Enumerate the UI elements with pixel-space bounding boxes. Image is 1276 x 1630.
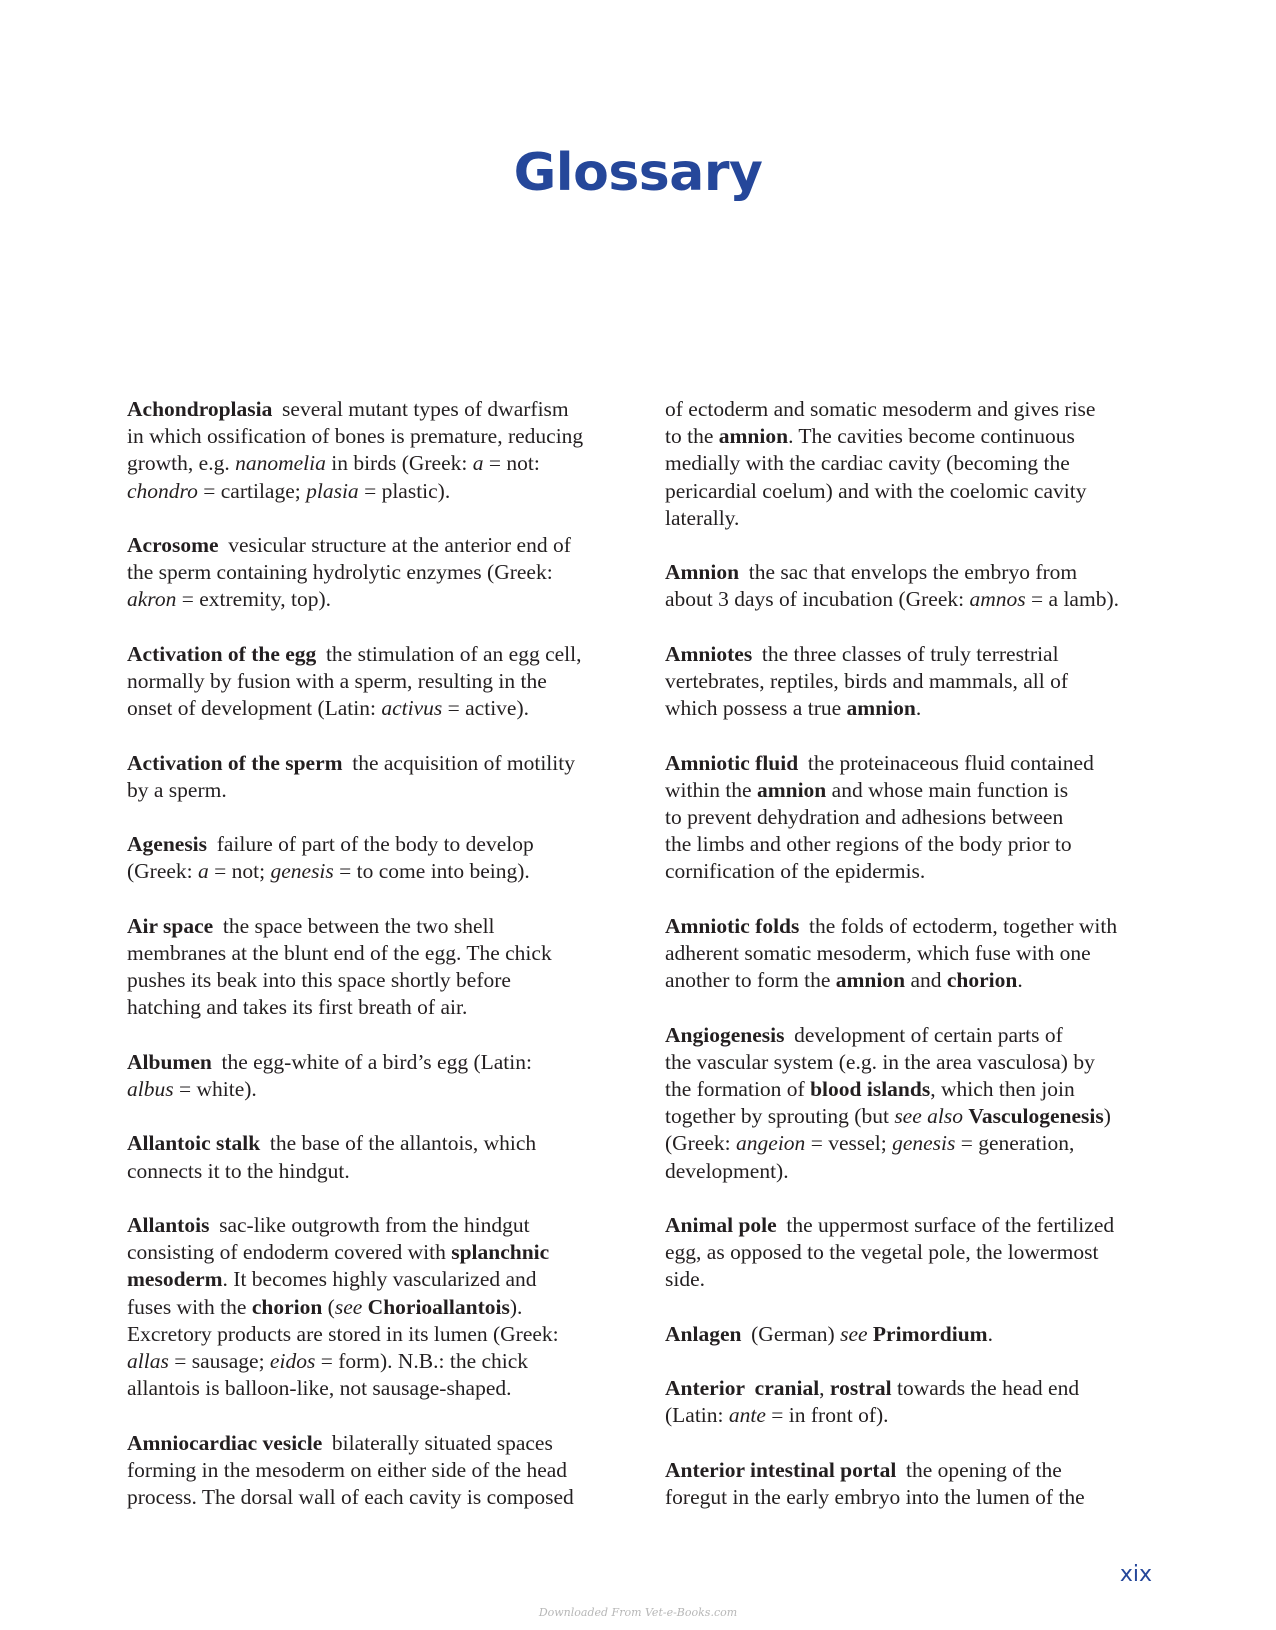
definition-text: = in front of). <box>765 1403 889 1428</box>
entry-line <box>127 559 627 586</box>
definition-text: . <box>1017 968 1023 993</box>
definition-text: (Greek: <box>127 859 199 884</box>
definition-text: normally by fusion with a sperm, resulting in the <box>127 669 547 693</box>
glossary-term: Amniotic folds <box>665 913 800 938</box>
entry-line <box>127 777 627 804</box>
glossary-term: Agenesis <box>127 832 208 857</box>
emphasized-text: allas <box>127 1348 169 1373</box>
definition-text: the three classes of truly terrestrial <box>761 641 1059 666</box>
definition-text: onset of development (Latin: <box>127 696 382 721</box>
cross-reference-term: splanchnic <box>451 1240 550 1265</box>
glossary-term: Amniotic fluid <box>665 750 799 775</box>
definition-text: another to form the <box>665 968 836 993</box>
definition-text: , which then join <box>930 1077 1075 1101</box>
definition-text: fuses with the <box>127 1294 252 1319</box>
entry-line <box>665 559 1165 586</box>
glossary-term: Anterior intestinal portal <box>665 1457 897 1482</box>
definition-text: failure of part of the body to develop <box>216 832 534 857</box>
glossary-term: Allantoic stalk <box>127 1131 261 1156</box>
definition-text: laterally. <box>665 505 740 530</box>
definition-text: development of certain parts of <box>794 1022 1063 1047</box>
definition-text: sac-like outgrowth from the hindgut <box>219 1212 530 1237</box>
cross-reference-term: cranial <box>754 1376 820 1401</box>
cross-reference-term: Chorioallantois <box>367 1294 510 1319</box>
definition-text: ) <box>1103 1104 1111 1129</box>
glossary-column-left <box>127 396 627 1538</box>
entry-line <box>127 396 627 423</box>
definition-text: to prevent dehydration and adhesions between <box>665 805 1064 829</box>
cross-reference-term: Primordium <box>872 1321 988 1346</box>
definition-text: adherent somatic mesoderm, which fuse with one <box>665 941 1091 965</box>
entry-line <box>665 695 1165 722</box>
cross-reference-term: chorion <box>946 968 1018 993</box>
entry-line <box>665 505 1165 532</box>
definition-text: vertebrates, reptiles, birds and mammals, all of <box>665 669 1068 693</box>
definition-text: the space between the two shell <box>222 913 495 938</box>
definition-text: and whose main function is <box>826 777 1069 802</box>
entry-line <box>665 1076 1165 1103</box>
entry-line <box>665 1049 1165 1076</box>
emphasized-text: nanomelia <box>235 451 326 476</box>
definition-text: the proteinaceous fluid contained <box>807 750 1094 775</box>
entry-line <box>665 396 1165 423</box>
definition-text: = not: <box>483 451 540 476</box>
definition-text: of ectoderm and somatic mesoderm and gives rise <box>665 397 1096 421</box>
emphasized-text: eidos <box>269 1348 316 1373</box>
definition-text: connects it to the hindgut. <box>127 1158 350 1183</box>
entry-line <box>665 1402 1165 1429</box>
glossary-term: Albumen <box>127 1049 212 1074</box>
glossary-entry <box>127 641 627 723</box>
definition-text: the limbs and other regions of the body prior to <box>665 832 1072 857</box>
entry-line <box>665 1266 1165 1293</box>
definition-text: . It becomes highly vascularized and <box>222 1267 537 1292</box>
definition-text: = form). N.B.: the chick <box>315 1348 529 1373</box>
definition-text: , <box>819 1376 830 1401</box>
definition-text: medially with the cardiac cavity (becoming the <box>665 451 1070 476</box>
glossary-term: Amnion <box>665 560 740 585</box>
entry-line <box>665 668 1165 695</box>
glossary-entry <box>665 1375 1165 1429</box>
entry-line <box>127 1158 627 1185</box>
emphasized-text: see also <box>894 1104 963 1129</box>
entry-line <box>665 641 1165 668</box>
definition-text: ( <box>322 1294 335 1319</box>
glossary-entry <box>127 1130 627 1184</box>
entry-line <box>665 1484 1165 1511</box>
entry-line <box>665 1158 1165 1185</box>
entry-line <box>665 450 1165 477</box>
entry-line <box>127 1076 627 1103</box>
glossary-entry <box>127 1049 627 1103</box>
definition-text: the sperm containing hydrolytic enzymes (Greek: <box>127 560 553 585</box>
definition-text: growth, e.g. <box>127 451 236 476</box>
emphasized-text: angeion <box>736 1131 806 1156</box>
entry-line <box>127 1484 627 1511</box>
definition-text: about 3 days of incubation (Greek: <box>665 587 970 612</box>
entry-line <box>127 1239 627 1266</box>
definition-text: = to come into being). <box>333 859 530 884</box>
entry-line <box>127 940 627 967</box>
entry-line <box>127 450 627 477</box>
definition-text: by a sperm. <box>127 777 227 802</box>
definition-text: the vascular system (e.g. in the area vasculosa) by <box>665 1049 1095 1074</box>
watermark: Downloaded From Vet-e-Books.com <box>538 1606 738 1619</box>
glossary-entry <box>665 641 1165 723</box>
glossary-column-right <box>665 396 1165 1538</box>
entry-line <box>127 858 627 885</box>
entry-line <box>127 1321 627 1348</box>
definition-text: = extremity, top). <box>176 587 332 612</box>
emphasized-text: see <box>840 1321 868 1346</box>
definition-text: (Latin: <box>665 1403 729 1428</box>
definition-text: = plastic). <box>358 478 451 503</box>
emphasized-text: a <box>198 859 209 884</box>
entry-line <box>127 668 627 695</box>
cross-reference-term: chorion <box>251 1294 323 1319</box>
glossary-term: Achondroplasia <box>127 397 273 421</box>
emphasized-text: akron <box>127 587 177 612</box>
entry-line <box>127 478 627 505</box>
glossary-term: Activation of the sperm <box>127 750 343 775</box>
definition-text: = cartilage; <box>197 478 307 503</box>
entry-line <box>127 1049 627 1076</box>
emphasized-text: amnos <box>969 587 1026 612</box>
definition-text: = active). <box>442 696 530 721</box>
entry-line <box>127 1294 627 1321</box>
entry-line <box>127 831 627 858</box>
entry-line <box>127 750 627 777</box>
definition-text: membranes at the blunt end of the egg. The chick <box>127 940 552 965</box>
entry-line <box>665 750 1165 777</box>
glossary-term: Activation of the egg <box>127 641 317 666</box>
entry-line <box>127 586 627 613</box>
entry-line <box>665 586 1165 613</box>
glossary-entry <box>665 1457 1165 1511</box>
glossary-term: Allantois <box>127 1212 210 1237</box>
definition-text: and <box>905 968 947 993</box>
definition-text: to the <box>665 424 719 449</box>
glossary-term: Angiogenesis <box>665 1022 785 1047</box>
definition-text: = white). <box>173 1076 257 1101</box>
glossary-entry <box>665 750 1165 886</box>
emphasized-text: ante <box>728 1403 766 1428</box>
glossary-entry <box>127 532 627 614</box>
entry-line <box>127 1375 627 1402</box>
definition-text: towards the head end <box>891 1376 1080 1401</box>
emphasized-text: a <box>472 451 484 476</box>
emphasized-text: chondro <box>127 478 198 503</box>
definition-text: = not; <box>208 859 271 884</box>
entry-line <box>127 1457 627 1484</box>
entry-line <box>665 478 1165 505</box>
entry-line <box>127 423 627 450</box>
glossary-term: Animal pole <box>665 1213 777 1237</box>
glossary-entry <box>665 913 1165 995</box>
entry-line <box>665 1239 1165 1266</box>
definition-text: foregut in the early embryo into the lumen of the <box>665 1484 1085 1509</box>
glossary-entry <box>127 831 627 885</box>
entry-line <box>665 913 1165 940</box>
definition-text: hatching and takes its first breath of air. <box>127 995 468 1020</box>
page-title: Glossary <box>513 143 763 203</box>
entry-line <box>665 423 1165 450</box>
entry-line <box>665 831 1165 858</box>
emphasized-text: genesis <box>892 1131 956 1156</box>
glossary-term: Amniocardiac vesicle <box>127 1430 323 1455</box>
cross-reference-term: rostral <box>829 1376 892 1401</box>
entry-line <box>665 940 1165 967</box>
entry-line <box>665 1103 1165 1130</box>
definition-text: pericardial coelum) and with the coelomic cavity <box>665 478 1087 503</box>
glossary-entry <box>127 1430 627 1512</box>
definition-text: several mutant types of dwarfism <box>282 397 569 421</box>
definition-text: bilaterally situated spaces <box>331 1430 553 1455</box>
entry-line <box>127 913 627 940</box>
entry-line <box>665 804 1165 831</box>
glossary-entry <box>127 396 627 505</box>
glossary-entry <box>665 1321 1165 1348</box>
entry-line <box>127 532 627 559</box>
glossary-entry <box>665 1212 1165 1294</box>
entry-line <box>127 994 627 1021</box>
cross-reference-term: amnion <box>846 696 916 721</box>
glossary-term: Air space <box>127 913 214 938</box>
entry-line <box>127 1430 627 1457</box>
glossary-entry <box>127 1212 627 1402</box>
cross-reference-term: Vasculogenesis <box>968 1104 1104 1129</box>
emphasized-text: see <box>334 1294 363 1319</box>
definition-text: the opening of the <box>905 1457 1062 1482</box>
definition-text: cornification of the epidermis. <box>665 859 926 884</box>
definition-text: . <box>987 1321 993 1346</box>
definition-text: side. <box>665 1267 706 1292</box>
definition-text: ). <box>509 1294 523 1319</box>
definition-text: pushes its beak into this space shortly before <box>127 968 511 993</box>
definition-text: together by sprouting (but <box>665 1104 895 1129</box>
definition-text: the sac that envelops the embryo from <box>748 560 1078 585</box>
entry-line <box>127 1212 627 1239</box>
definition-text: the folds of ectoderm, together with <box>809 913 1118 938</box>
cross-reference-term: amnion <box>718 424 789 449</box>
definition-text: in birds (Greek: <box>325 451 473 476</box>
definition-text: . The cavities become continuous <box>788 424 1075 449</box>
definition-text: = generation, <box>955 1131 1075 1156</box>
cross-reference-term: mesoderm <box>127 1267 223 1292</box>
definition-text: consisting of endoderm covered with <box>127 1240 452 1265</box>
emphasized-text: genesis <box>270 859 334 884</box>
definition-text: Excretory products are stored in its lumen (Greek: <box>127 1321 559 1346</box>
entry-line <box>665 1130 1165 1157</box>
definition-text: the formation of <box>665 1077 811 1101</box>
definition-text: development). <box>665 1158 789 1183</box>
definition-text: . <box>915 696 922 721</box>
definition-text: which possess a true <box>665 696 847 721</box>
definition-text: = vessel; <box>805 1131 893 1156</box>
emphasized-text: plasia <box>306 478 359 503</box>
glossary-entry <box>665 559 1165 613</box>
entry-line <box>665 777 1165 804</box>
definition-text: the base of the allantois, which <box>269 1131 537 1156</box>
glossary-term: Anlagen <box>665 1321 742 1346</box>
definition-text: the uppermost surface of the fertilized <box>786 1213 1115 1237</box>
glossary-term: Anterior <box>665 1376 745 1401</box>
glossary-entry <box>665 1022 1165 1185</box>
entry-line <box>127 641 627 668</box>
glossary-entry <box>665 396 1165 532</box>
definition-text: (German) <box>751 1321 841 1346</box>
entry-line <box>127 1130 627 1157</box>
definition-text: forming in the mesoderm on either side of the head <box>127 1457 568 1482</box>
entry-line <box>665 1321 1165 1348</box>
cross-reference-term: blood islands <box>810 1077 931 1101</box>
definition-text: process. The dorsal wall of each cavity is composed <box>127 1484 574 1509</box>
cross-reference-term: amnion <box>835 968 906 993</box>
page-number: xix <box>1119 1562 1152 1587</box>
entry-line <box>127 967 627 994</box>
definition-text: allantois is balloon-like, not sausage-shaped. <box>127 1376 512 1401</box>
definition-text: within the <box>665 777 757 802</box>
glossary-entry <box>127 750 627 804</box>
definition-text: in which ossification of bones is premature, reducing <box>127 424 584 449</box>
definition-text: the acquisition of motility <box>352 750 575 775</box>
definition-text: vesicular structure at the anterior end of <box>228 533 571 557</box>
entry-line <box>127 695 627 722</box>
glossary-term: Acrosome <box>127 533 219 557</box>
entry-line <box>665 1457 1165 1484</box>
entry-line <box>665 1022 1165 1049</box>
glossary-term: Amniotes <box>665 641 753 666</box>
entry-line <box>127 1266 627 1293</box>
glossary-entry <box>127 913 627 1022</box>
emphasized-text: albus <box>127 1076 174 1101</box>
definition-text: (Greek: <box>665 1131 737 1156</box>
definition-text: the stimulation of an egg cell, <box>325 641 582 666</box>
definition-text: = sausage; <box>168 1348 270 1373</box>
entry-line <box>665 967 1165 994</box>
entry-line <box>665 1375 1165 1402</box>
entry-line <box>127 1348 627 1375</box>
entry-line <box>665 858 1165 885</box>
definition-text: the egg-white of a bird’s egg (Latin: <box>221 1049 532 1074</box>
definition-text: egg, as opposed to the vegetal pole, the lowermost <box>665 1240 1099 1265</box>
entry-line <box>665 1212 1165 1239</box>
definition-text: = a lamb). <box>1025 587 1119 612</box>
emphasized-text: activus <box>381 696 443 721</box>
cross-reference-term: amnion <box>756 777 827 802</box>
